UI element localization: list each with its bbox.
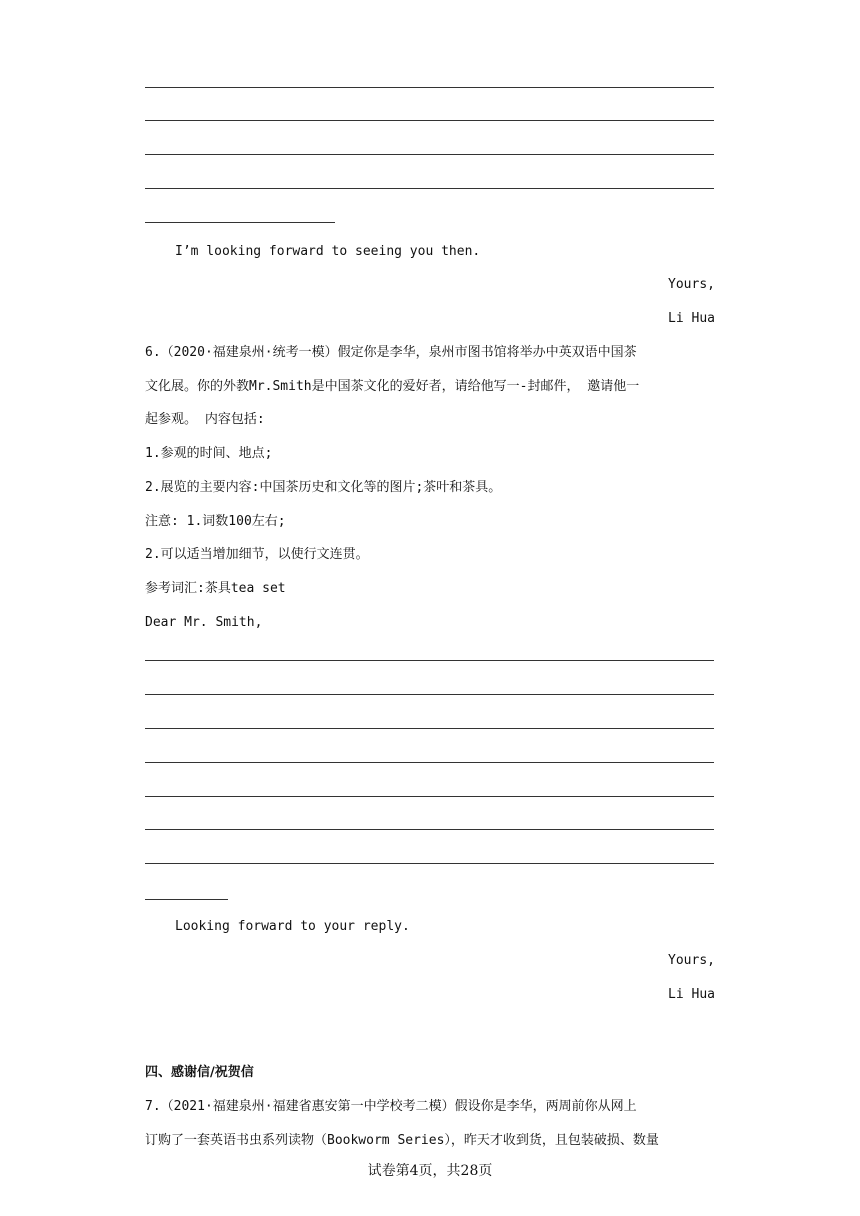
question-6-note-1: 注意: 1.词数100左右; bbox=[145, 514, 286, 529]
question-6-note-2: 2.可以适当增加细节，以使行文连贯。 bbox=[145, 547, 369, 562]
question-6-vocab: 参考词汇:茶具tea set bbox=[145, 581, 286, 596]
writing-line bbox=[145, 154, 714, 155]
writing-line bbox=[145, 188, 714, 189]
question-6-line-1: 6.（2020·福建泉州·统考一模）假定你是李华，泉州市图书馆将举办中英双语中国茶 bbox=[145, 345, 637, 360]
writing-line-end bbox=[145, 899, 228, 900]
writing-line bbox=[145, 863, 714, 864]
letter-greeting: Dear Mr. Smith, bbox=[145, 615, 263, 630]
writing-line bbox=[145, 796, 714, 797]
letter-sign-off: Yours, bbox=[668, 953, 715, 968]
writing-line bbox=[145, 660, 714, 661]
letter-sign-off: Yours, bbox=[668, 277, 715, 292]
question-7-line-2: 订购了一套英语书虫系列读物（Bookworm Series），昨天才收到货，且包装破损、数量 bbox=[145, 1133, 659, 1148]
question-6-point-2: 2.展览的主要内容:中国茶历史和文化等的图片;茶叶和茶具。 bbox=[145, 480, 502, 495]
writing-line bbox=[145, 762, 714, 763]
question-6-point-1: 1.参观的时间、地点; bbox=[145, 446, 273, 461]
writing-line bbox=[145, 694, 714, 695]
letter-closing: I’m looking forward to seeing you then. bbox=[175, 244, 481, 259]
question-6-line-2: 文化展。你的外教Mr.Smith是中国茶文化的爱好者，请给他写一-封邮件， 邀请他一 bbox=[145, 379, 640, 394]
writing-line bbox=[145, 120, 714, 121]
letter-closing: Looking forward to your reply. bbox=[175, 919, 410, 934]
writing-line-end bbox=[145, 222, 335, 223]
page-footer: 试卷第4页，共28页 bbox=[367, 1163, 493, 1179]
writing-line bbox=[145, 829, 714, 830]
question-7-line-1: 7.（2021·福建泉州·福建省惠安第一中学校考二模）假设你是李华，两周前你从网上 bbox=[145, 1099, 637, 1114]
section-heading: 四、感谢信/祝贺信 bbox=[145, 1065, 254, 1080]
letter-signature: Li Hua bbox=[668, 311, 715, 326]
writing-line bbox=[145, 87, 714, 88]
question-6-line-3: 起参观。 内容包括: bbox=[145, 412, 265, 427]
letter-signature: Li Hua bbox=[668, 987, 715, 1002]
writing-line bbox=[145, 728, 714, 729]
